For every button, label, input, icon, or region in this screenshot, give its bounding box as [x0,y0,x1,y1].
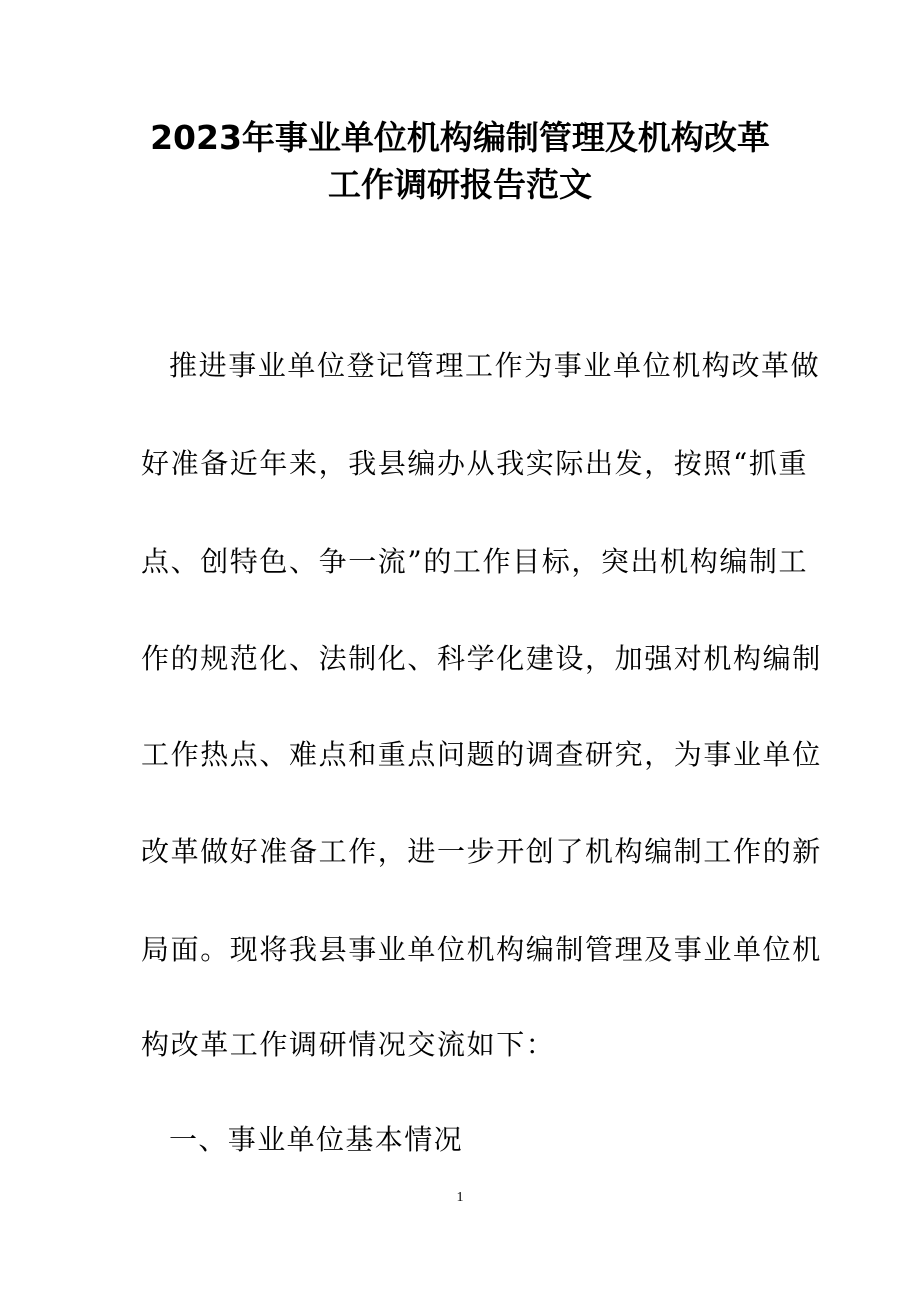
paragraph-line: 作的规范化、法制化、科学化建设，加强对机构编制 [141,642,822,675]
paragraph-line: 点、创特色、争一流”的工作目标，突出机构编制工 [141,545,809,578]
section-heading: 一、事业单位基本情况 [169,1123,464,1156]
paragraph-line: 构改革工作调研情况交流如下： [141,1028,556,1061]
document-title-line-1: 2023年事业单位机构编制管理及机构改革 [150,118,770,157]
paragraph-line: 局面。现将我县事业单位机构编制管理及事业单位机 [141,933,822,966]
page-number: 1 [456,1190,464,1205]
paragraph-line: 好准备近年来，我县编办从我实际出发，按照“抓重 [141,447,809,480]
paragraph-line: 改革做好准备工作，进一步开创了机构编制工作的新 [141,835,822,868]
document-title-line-2: 工作调研报告范文 [328,165,592,204]
paragraph-line: 工作热点、难点和重点问题的调查研究，为事业单位 [141,738,822,771]
paragraph-line: 推进事业单位登记管理工作为事业单位机构改革做 [169,349,821,382]
